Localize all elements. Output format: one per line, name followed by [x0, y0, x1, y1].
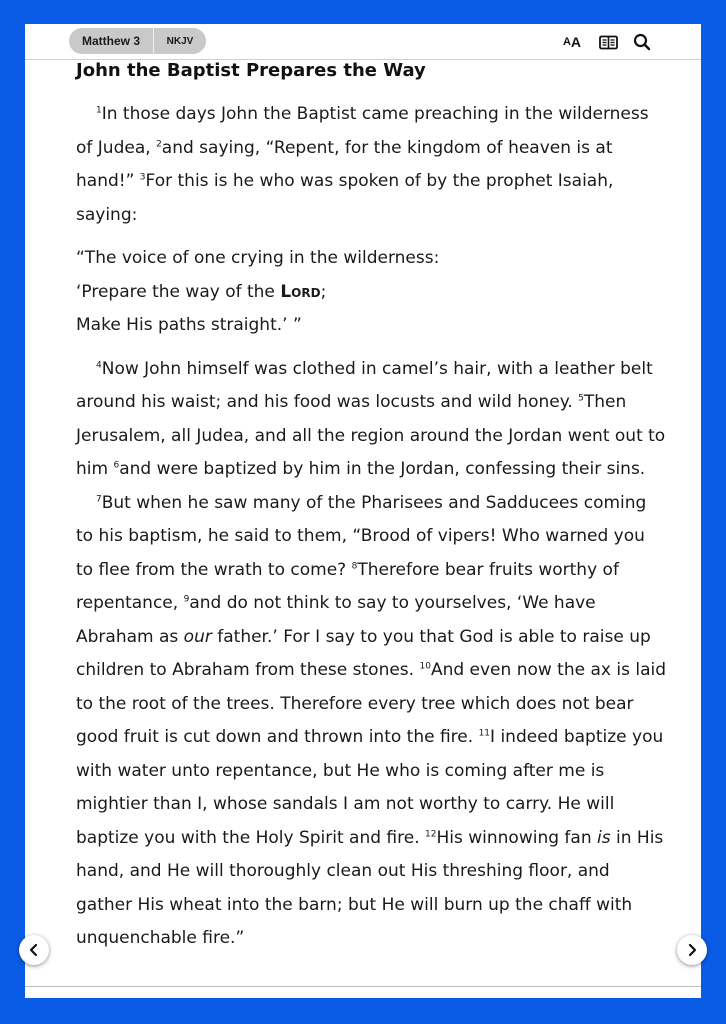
- italic-word: our: [183, 626, 212, 647]
- verse-number: 5: [578, 393, 584, 404]
- font-size-icon-small-a: A: [562, 36, 571, 48]
- section-heading: John the Baptist Prepares the Way: [76, 60, 426, 81]
- reader-page: [25, 24, 701, 998]
- verse-number: 6: [113, 460, 120, 471]
- verse-number: 8: [351, 560, 358, 571]
- verse-number: 12: [425, 828, 437, 839]
- paragraph-2: [76, 353, 666, 487]
- paragraph-3: [76, 487, 666, 956]
- poetry-line: [76, 276, 666, 310]
- font-size-button[interactable]: [561, 32, 583, 52]
- chevron-right-icon: [686, 943, 698, 957]
- top-toolbar: [25, 24, 701, 60]
- book-icon: [599, 35, 618, 50]
- italic-word: is: [597, 827, 611, 848]
- verse-text: Now John himself was clothed in camel’s hair, with a leather belt around his waist; and his food was locusts and wild honey.: [76, 358, 653, 412]
- verse-text: His winnowing fan: [436, 827, 598, 848]
- poetry-line: “The voice of one crying in the wilderness:: [76, 248, 440, 268]
- verse-text: father.’ For I say to you that God is able to raise up children to Abraham from these stones.: [76, 626, 651, 680]
- verse-number: 4: [96, 359, 102, 370]
- paragraph-1: [76, 98, 666, 232]
- search-button[interactable]: [631, 32, 653, 52]
- chapter-text: [76, 58, 666, 956]
- poetry-text: ‘Prepare the way of the: [76, 281, 281, 302]
- chevron-left-icon: [28, 943, 40, 957]
- verse-number: 2: [156, 138, 162, 149]
- previous-chapter-button[interactable]: [19, 935, 49, 965]
- verse-number: 3: [139, 172, 146, 183]
- search-icon: [633, 33, 651, 51]
- verse-text: For this is he who was spoken of by the prophet Isaiah, saying:: [76, 171, 614, 225]
- verse-text: But when he saw many of the Pharisees and Sadducees coming to his baptism, he said to them, “Brood of vipers! Who warned you to flee from the wrath to come?: [76, 492, 647, 580]
- verse-text: in His hand, and He will thoroughly clean out His threshing floor, and gather His wheat into the barn; but He will burn up the chaff with unquenchable fire.”: [76, 827, 664, 948]
- reading-mode-button[interactable]: [597, 32, 619, 52]
- verse-number: 10: [419, 661, 431, 672]
- poetry-line: Make His paths straight.’ ”: [76, 315, 302, 335]
- verse-text: Then Jerusalem, all Judea, and all the region around the Jordan went out to him: [76, 392, 666, 479]
- verse-text: and were baptized by him in the Jordan, confessing their sins.: [119, 459, 646, 479]
- verse-text: And even now the ax is laid to the root of the trees. Therefore every tree which does not bear good fruit is cut down and thrown into the fire.: [76, 660, 666, 747]
- verse-number: 11: [478, 728, 491, 739]
- verse-number: 9: [183, 594, 190, 605]
- verse-text: Therefore bear fruits worthy of repentance,: [76, 559, 619, 613]
- book-chapter-button[interactable]: Matthew 3: [69, 28, 154, 54]
- next-chapter-button[interactable]: [677, 935, 707, 965]
- poetry-quote: [76, 242, 666, 343]
- version-button[interactable]: NKJV: [166, 35, 194, 47]
- passage-selector: [69, 28, 206, 54]
- poetry-text: ;: [320, 281, 327, 302]
- bottom-divider: [25, 986, 701, 987]
- verse-text: and saying, “Repent, for the kingdom of heaven is at hand!”: [76, 137, 613, 191]
- lord-small-caps: Lord: [280, 281, 321, 302]
- font-size-icon-large-a: A: [570, 34, 582, 50]
- verse-text: I indeed baptize you with water unto repentance, but He who is coming after me is mightier than I, whose sandals I am not worthy to carry. He will baptize you with the Holy Spirit and fire.: [76, 727, 664, 848]
- verse-number: 1: [96, 105, 102, 116]
- verse-number: 7: [96, 493, 102, 504]
- verse-text: and do not think to say to yourselves, ‘We have Abraham as: [76, 593, 596, 647]
- verse-text: In those days John the Baptist came preaching in the wilderness of Judea,: [76, 104, 649, 158]
